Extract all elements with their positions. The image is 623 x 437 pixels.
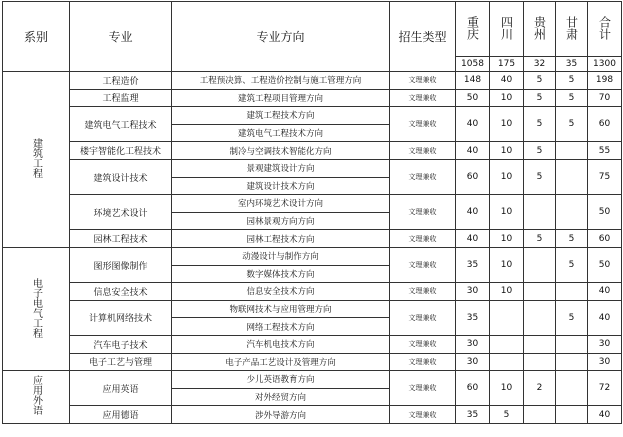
value-total: 70 bbox=[588, 89, 622, 107]
type-cell: 文理兼收 bbox=[390, 89, 456, 107]
header-region-gs: 甘肃 bbox=[556, 2, 588, 57]
value-sc: 10 bbox=[490, 89, 524, 107]
value-total: 198 bbox=[588, 72, 622, 90]
type-cell: 文理兼收 bbox=[390, 230, 456, 248]
value-sc bbox=[490, 300, 524, 335]
header-region-cq: 重庆 bbox=[456, 2, 490, 57]
type-cell: 文理兼收 bbox=[390, 300, 456, 335]
type-cell: 文理兼收 bbox=[390, 406, 456, 424]
value-gz: 5 bbox=[524, 89, 556, 107]
major-cell: 电子工艺与管理 bbox=[70, 353, 172, 371]
direction-cell: 信息安全技术方向 bbox=[172, 283, 390, 301]
value-cq: 60 bbox=[456, 159, 490, 194]
direction-cell: 园林景观方向方向 bbox=[172, 212, 390, 230]
value-total: 50 bbox=[588, 247, 622, 282]
header-region-total: 合计 bbox=[588, 2, 622, 57]
table-row bbox=[3, 72, 622, 90]
value-gz bbox=[524, 300, 556, 335]
type-cell: 文理兼收 bbox=[390, 159, 456, 194]
direction-cell: 数字媒体技术方向 bbox=[172, 265, 390, 283]
table-row bbox=[3, 371, 622, 389]
direction-cell: 汽车机电技术方向 bbox=[172, 335, 390, 353]
table-row bbox=[3, 335, 622, 353]
major-cell: 建筑设计技术 bbox=[70, 159, 172, 194]
value-total: 40 bbox=[588, 283, 622, 301]
direction-cell: 建筑工程技术方向 bbox=[172, 107, 390, 125]
major-cell: 计算机网络技术 bbox=[70, 300, 172, 335]
direction-cell: 建筑工程项目管理方向 bbox=[172, 89, 390, 107]
total-cq: 1058 bbox=[456, 57, 490, 72]
value-gz bbox=[524, 283, 556, 301]
dept-cell: 电子电气工程 bbox=[3, 247, 70, 370]
direction-cell: 涉外导游方向 bbox=[172, 406, 390, 424]
major-cell: 园林工程技术 bbox=[70, 230, 172, 248]
table-row bbox=[3, 195, 622, 213]
type-cell: 文理兼收 bbox=[390, 195, 456, 230]
value-cq: 148 bbox=[456, 72, 490, 90]
major-cell: 信息安全技术 bbox=[70, 283, 172, 301]
value-gs bbox=[556, 195, 588, 230]
value-gz bbox=[524, 335, 556, 353]
value-cq: 30 bbox=[456, 335, 490, 353]
type-cell: 文理兼收 bbox=[390, 283, 456, 301]
value-total: 40 bbox=[588, 300, 622, 335]
header-type: 招生类型 bbox=[390, 2, 456, 72]
direction-cell: 建筑设计技术方向 bbox=[172, 177, 390, 195]
value-cq: 30 bbox=[456, 283, 490, 301]
value-total: 75 bbox=[588, 159, 622, 194]
value-sc: 10 bbox=[490, 230, 524, 248]
value-sc: 10 bbox=[490, 159, 524, 194]
dept-cell: 建筑工程 bbox=[3, 72, 70, 248]
major-cell: 应用英语 bbox=[70, 371, 172, 406]
value-gs: 5 bbox=[556, 72, 588, 90]
value-total: 30 bbox=[588, 353, 622, 371]
value-gz bbox=[524, 353, 556, 371]
table-row bbox=[3, 247, 622, 265]
value-gz: 5 bbox=[524, 142, 556, 160]
major-cell: 工程监理 bbox=[70, 89, 172, 107]
direction-cell: 制冷与空调技术智能化方向 bbox=[172, 142, 390, 160]
value-sc bbox=[490, 335, 524, 353]
major-cell: 环境艺术设计 bbox=[70, 195, 172, 230]
major-cell: 汽车电子技术 bbox=[70, 335, 172, 353]
total-gz: 32 bbox=[524, 57, 556, 72]
major-cell: 图形图像制作 bbox=[70, 247, 172, 282]
table-row bbox=[3, 300, 622, 318]
value-cq: 40 bbox=[456, 195, 490, 230]
type-cell: 文理兼收 bbox=[390, 142, 456, 160]
value-total: 60 bbox=[588, 107, 622, 142]
value-cq: 40 bbox=[456, 142, 490, 160]
header-region-gz: 贵州 bbox=[524, 2, 556, 57]
major-cell: 工程造价 bbox=[70, 72, 172, 90]
value-gz bbox=[524, 406, 556, 424]
value-gs bbox=[556, 335, 588, 353]
value-gs: 5 bbox=[556, 247, 588, 282]
value-sc: 10 bbox=[490, 371, 524, 406]
value-gs bbox=[556, 353, 588, 371]
header-region-sc: 四川 bbox=[490, 2, 524, 57]
value-sc: 5 bbox=[490, 406, 524, 424]
direction-cell: 建筑电气工程技术方向 bbox=[172, 124, 390, 142]
type-cell: 文理兼收 bbox=[390, 247, 456, 282]
direction-cell: 工程预决算、工程造价控制与施工管理方向 bbox=[172, 72, 390, 90]
value-cq: 35 bbox=[456, 406, 490, 424]
value-gs: 5 bbox=[556, 107, 588, 142]
direction-cell: 对外经贸方向 bbox=[172, 388, 390, 406]
value-total: 55 bbox=[588, 142, 622, 160]
direction-cell: 景观建筑设计方向 bbox=[172, 159, 390, 177]
value-gs bbox=[556, 283, 588, 301]
value-sc: 10 bbox=[490, 247, 524, 282]
value-gs bbox=[556, 371, 588, 406]
type-cell: 文理兼收 bbox=[390, 353, 456, 371]
table-row bbox=[3, 159, 622, 177]
value-gz: 2 bbox=[524, 371, 556, 406]
table-row bbox=[3, 89, 622, 107]
direction-cell: 物联网技术与应用管理方向 bbox=[172, 300, 390, 318]
table-row bbox=[3, 230, 622, 248]
value-gs bbox=[556, 142, 588, 160]
value-total: 60 bbox=[588, 230, 622, 248]
value-gz bbox=[524, 195, 556, 230]
value-gs: 5 bbox=[556, 89, 588, 107]
value-sc: 10 bbox=[490, 142, 524, 160]
type-cell: 文理兼收 bbox=[390, 335, 456, 353]
total-all: 1300 bbox=[588, 57, 622, 72]
direction-cell: 室内环境艺术设计方向 bbox=[172, 195, 390, 213]
major-cell: 建筑电气工程技术 bbox=[70, 107, 172, 142]
value-sc: 40 bbox=[490, 72, 524, 90]
value-gs: 5 bbox=[556, 300, 588, 335]
value-gz: 5 bbox=[524, 107, 556, 142]
direction-cell: 电子产品工艺设计及管理方向 bbox=[172, 353, 390, 371]
type-cell: 文理兼收 bbox=[390, 371, 456, 406]
value-gz: 5 bbox=[524, 72, 556, 90]
direction-cell: 园林工程技术方向 bbox=[172, 230, 390, 248]
value-cq: 35 bbox=[456, 247, 490, 282]
major-cell: 楼宇智能化工程技术 bbox=[70, 142, 172, 160]
header-dept: 系别 bbox=[3, 2, 70, 72]
table-row bbox=[3, 142, 622, 160]
value-gz: 5 bbox=[524, 230, 556, 248]
value-cq: 50 bbox=[456, 89, 490, 107]
value-total: 30 bbox=[588, 335, 622, 353]
value-sc: 10 bbox=[490, 195, 524, 230]
value-total: 50 bbox=[588, 195, 622, 230]
value-total: 72 bbox=[588, 371, 622, 406]
table-row bbox=[3, 107, 622, 125]
major-cell: 应用德语 bbox=[70, 406, 172, 424]
value-total: 40 bbox=[588, 406, 622, 424]
type-cell: 文理兼收 bbox=[390, 72, 456, 90]
value-cq: 60 bbox=[456, 371, 490, 406]
value-gs bbox=[556, 406, 588, 424]
dept-cell: 应用外语 bbox=[3, 371, 70, 424]
header-major: 专业 bbox=[70, 2, 172, 72]
header-direction: 专业方向 bbox=[172, 2, 390, 72]
total-gs: 35 bbox=[556, 57, 588, 72]
value-cq: 40 bbox=[456, 230, 490, 248]
table-row bbox=[3, 406, 622, 424]
value-sc: 10 bbox=[490, 107, 524, 142]
value-gs bbox=[556, 159, 588, 194]
value-gs: 5 bbox=[556, 230, 588, 248]
value-cq: 30 bbox=[456, 353, 490, 371]
value-sc bbox=[490, 353, 524, 371]
value-gz: 5 bbox=[524, 159, 556, 194]
direction-cell: 动漫设计与制作方向 bbox=[172, 247, 390, 265]
enrollment-table bbox=[2, 1, 622, 424]
total-sc: 175 bbox=[490, 57, 524, 72]
value-cq: 35 bbox=[456, 300, 490, 335]
direction-cell: 网络工程技术方向 bbox=[172, 318, 390, 336]
table-row bbox=[3, 283, 622, 301]
type-cell: 文理兼收 bbox=[390, 107, 456, 142]
table-row bbox=[3, 353, 622, 371]
value-cq: 40 bbox=[456, 107, 490, 142]
direction-cell: 少儿英语教育方向 bbox=[172, 371, 390, 389]
value-gz bbox=[524, 247, 556, 282]
value-sc: 10 bbox=[490, 283, 524, 301]
